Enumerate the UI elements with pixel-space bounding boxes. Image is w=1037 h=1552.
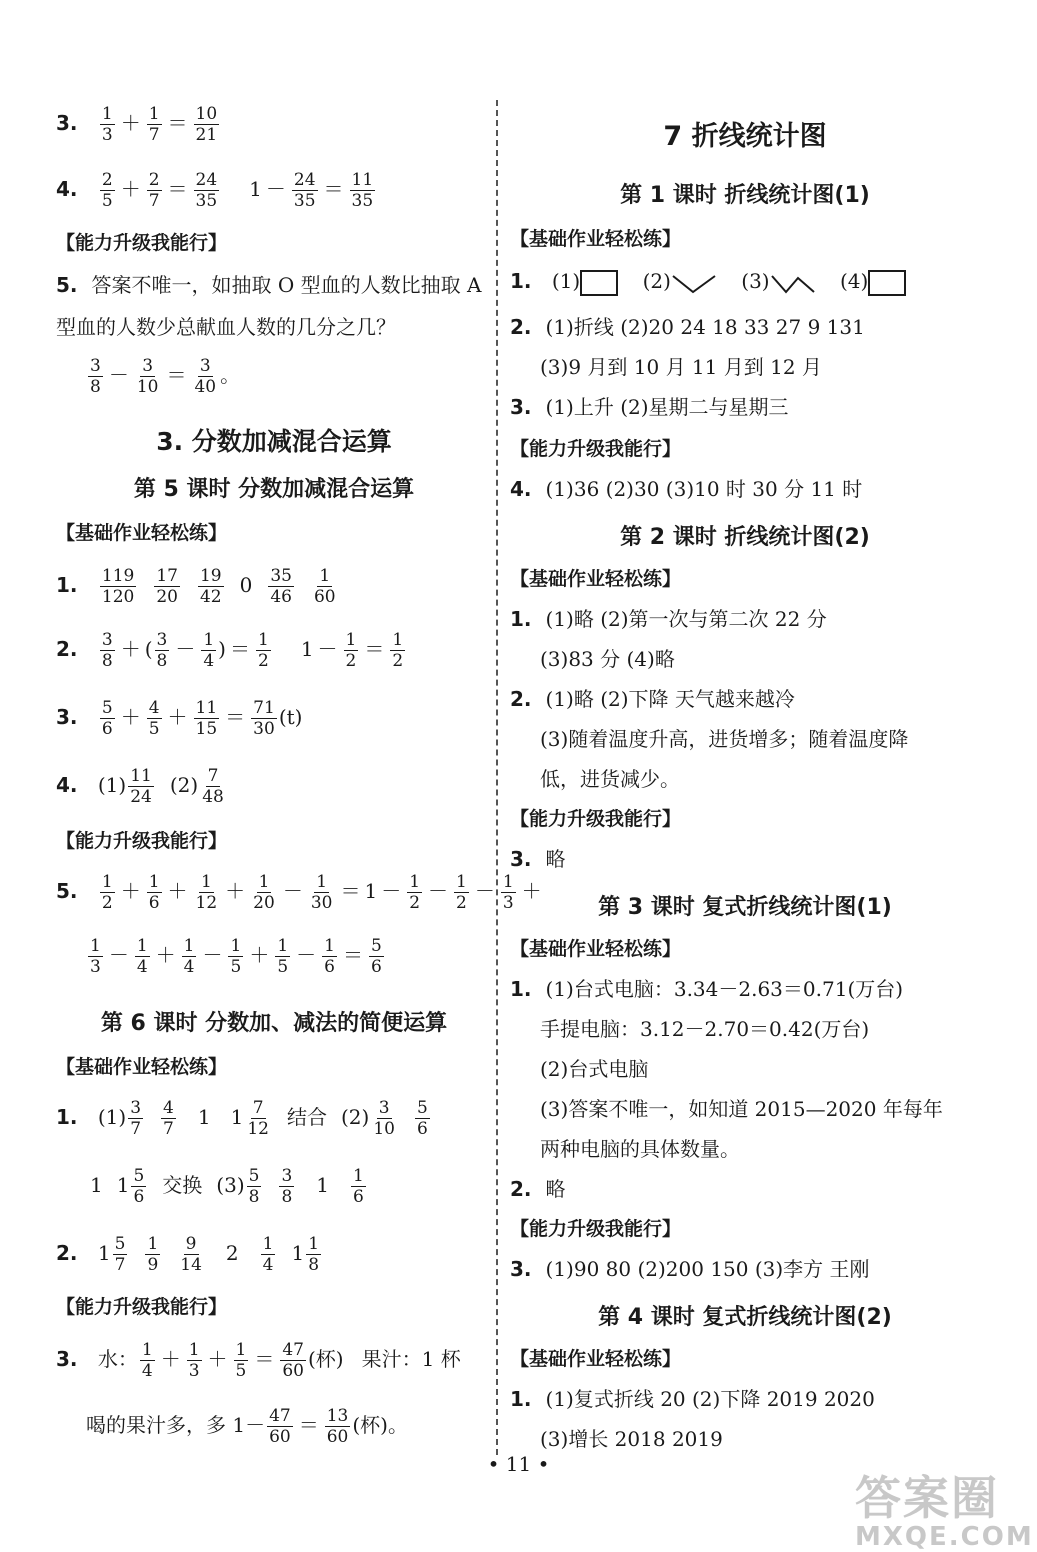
r1-answer-4: 4. (1)36 (2)30 (3)10 时 30 分 11 时 <box>510 477 863 501</box>
r3-answer-1-line4: (3)答案不唯一，如知道 2015—2020 年每年 <box>540 1097 943 1121</box>
r2-answer-1-line2: (3)83 分 (4)略 <box>540 647 675 671</box>
l5-answer-2: 2. $\frac{3}{8}$ ＋ ( $\frac{3}{8}$ － $\frac{1}{4}$ ) ＝ $\frac{1}{2}$ 1 － $\frac{1}{2}$ ＝ $\frac{1}{2}$ <box>56 630 404 671</box>
l5-answer-5-line2: $\frac{1}{3}$ － $\frac{1}{4}$ ＋ $\frac{1}{4}$ － $\frac{1}{5}$ ＋ $\frac{1}{5}$ － $\frac{1}{6}$ ＝ $\frac{5}{6}$ <box>90 936 382 977</box>
answer-5-line1: 5. 答案不唯一，如抽取 O 型血的人数比抽取 A <box>56 273 482 297</box>
l5-answer-5-line1: 5. $\frac{1}{2}$ ＋ $\frac{1}{6}$ ＋ $\frac{1}{12}$ ＋ $\frac{1}{20}$ － $\frac{1}{30}$ ＝ 1 － $\frac{1}{2}$ － $\frac{1}{2}$ － $\frac{1}{3}$ ＋ <box>56 872 542 913</box>
r-section-basic-2: 【基础作业轻松练】 <box>510 568 682 590</box>
answer-5-equation: $\frac{3}{8}$ － $\frac{3}{10}$ ＝ $\frac{3}{40}$ 。 <box>90 356 241 397</box>
r1-answer-2-line2: (3)9 月到 10 月 11 月到 12 月 <box>540 355 822 379</box>
r-lesson-2-title: 第 2 课时 折线统计图(2) <box>620 525 870 550</box>
square-shape-icon-2 <box>868 270 906 296</box>
answer-3-top: 3. $\frac{1}{3}$ ＋ $\frac{1}{7}$ ＝ $\frac{10}{21}$ <box>56 104 218 145</box>
lesson-5-title: 第 5 课时 分数加减混合运算 <box>133 477 415 502</box>
r4-answer-1-line1: 1. (1)复式折线 20 (2)下降 2019 2020 <box>510 1387 875 1411</box>
watermark-logo: 答案圈 MXQE.COM <box>855 1471 1034 1552</box>
square-shape-icon <box>580 270 618 296</box>
section-basic-2: 【基础作业轻松练】 <box>56 1056 228 1078</box>
answer-5-line2: 型血的人数少总献血人数的几分之几？ <box>56 315 396 339</box>
chapter-7-title: 7 折线统计图 <box>663 121 827 152</box>
r1-answer-3: 3. (1)上升 (2)星期二与星期三 <box>510 395 789 419</box>
r-lesson-4-title: 第 4 课时 复式折线统计图(2) <box>598 1305 892 1330</box>
page-number: • 11 • <box>487 1452 550 1476</box>
r-section-basic-1: 【基础作业轻松练】 <box>510 228 682 250</box>
r3-answer-1-line2: 手提电脑：3.12－2.70＝0.42(万台) <box>540 1017 870 1041</box>
r4-answer-1-line2: (3)增长 2018 2019 <box>540 1427 723 1451</box>
r3-answer-1-line1: 1. (1)台式电脑：3.34－2.63＝0.71(万台) <box>510 977 904 1001</box>
l6-answer-1-line1: 1. (1) $\frac{3}{7}$ $\frac{4}{7}$ 1 1 $\frac{7}{12}$ 结合 (2) $\frac{3}{10}$ $\frac{5}{6}$ <box>56 1098 428 1139</box>
r-section-ability-2: 【能力升级我能行】 <box>510 808 682 830</box>
l6-answer-2: 2. 1 $\frac{5}{7}$ $\frac{1}{9}$ $\frac{9}{14}$ 2 $\frac{1}{4}$ 1 $\frac{1}{8}$ <box>56 1234 320 1275</box>
r2-answer-1-line1: 1. (1)略 (2)第一次与第二次 22 分 <box>510 607 827 631</box>
zigzag-wave-icon <box>770 272 816 294</box>
l6-answer-1-line2: 1 1 $\frac{5}{6}$ 交换 (3) $\frac{5}{8}$ $\frac{3}{8}$ 1 $\frac{1}{6}$ <box>90 1166 364 1207</box>
section-ability-1: 【能力升级我能行】 <box>56 232 228 254</box>
section-basic-1: 【基础作业轻松练】 <box>56 522 228 544</box>
r2-answer-2-line3: 低，进货减少。 <box>540 767 680 791</box>
chapter-3-title: 3. 分数加减混合运算 <box>156 427 392 456</box>
r3-answer-1-line3: (2)台式电脑 <box>540 1057 649 1081</box>
r-section-basic-4: 【基础作业轻松练】 <box>510 1348 682 1370</box>
r3-answer-2: 2. 略 <box>510 1177 566 1201</box>
r3-answer-3: 3. (1)90 80 (2)200 150 (3)李方 王刚 <box>510 1257 870 1281</box>
l6-answer-3-line2: 喝的果汁多，多 1－ $\frac{47}{60}$ ＝ $\frac{13}{60}$ (杯)。 <box>86 1406 408 1447</box>
lesson-6-title: 第 6 课时 分数加、减法的简便运算 <box>100 1011 448 1036</box>
r2-answer-2-line2: (3)随着温度升高，进货增多；随着温度降 <box>540 727 909 751</box>
r-lesson-1-title: 第 1 课时 折线统计图(1) <box>620 183 870 208</box>
r-section-ability-1: 【能力升级我能行】 <box>510 438 682 460</box>
l6-answer-3-line1: 3. 水： $\frac{1}{4}$ ＋ $\frac{1}{3}$ ＋ $\frac{1}{5}$ ＝ $\frac{47}{60}$ (杯) 果汁：1 杯 <box>56 1340 461 1381</box>
r2-answer-3: 3. 略 <box>510 847 566 871</box>
r-lesson-3-title: 第 3 课时 复式折线统计图(1) <box>598 895 892 920</box>
column-divider <box>496 100 498 1455</box>
r2-answer-2-line1: 2. (1)略 (2)下降 天气越来越冷 <box>510 687 795 711</box>
zigzag-down-up-icon <box>671 272 717 294</box>
r1-answer-2-line1: 2. (1)折线 (2)20 24 18 33 27 9 131 <box>510 315 865 339</box>
r-section-ability-3: 【能力升级我能行】 <box>510 1218 682 1240</box>
r-section-basic-3: 【基础作业轻松练】 <box>510 938 682 960</box>
answer-4-top: 4. $\frac{2}{5}$ ＋ $\frac{2}{7}$ ＝ $\frac{24}{35}$ 1 － $\frac{24}{35}$ ＝ $\frac{11}{35}$ <box>56 170 374 211</box>
l5-answer-3: 3. $\frac{5}{6}$ ＋ $\frac{4}{5}$ ＋ $\frac{11}{15}$ ＝ $\frac{71}{30}$ (t) <box>56 698 303 739</box>
section-ability-3: 【能力升级我能行】 <box>56 1296 228 1318</box>
r3-answer-1-line5: 两种电脑的具体数量。 <box>540 1137 740 1161</box>
section-ability-2: 【能力升级我能行】 <box>56 830 228 852</box>
l5-answer-1: 1. $\frac{119}{120}$ $\frac{17}{20}$ $\frac{19}{42}$ 0 $\frac{35}{46}$ $\frac{1}{60}$ <box>56 566 336 607</box>
l5-answer-4: 4. (1) $\frac{11}{24}$ (2) $\frac{7}{48}$ <box>56 766 224 807</box>
r1-answer-1: 1. (1) (2) (3) (4) <box>510 268 906 296</box>
